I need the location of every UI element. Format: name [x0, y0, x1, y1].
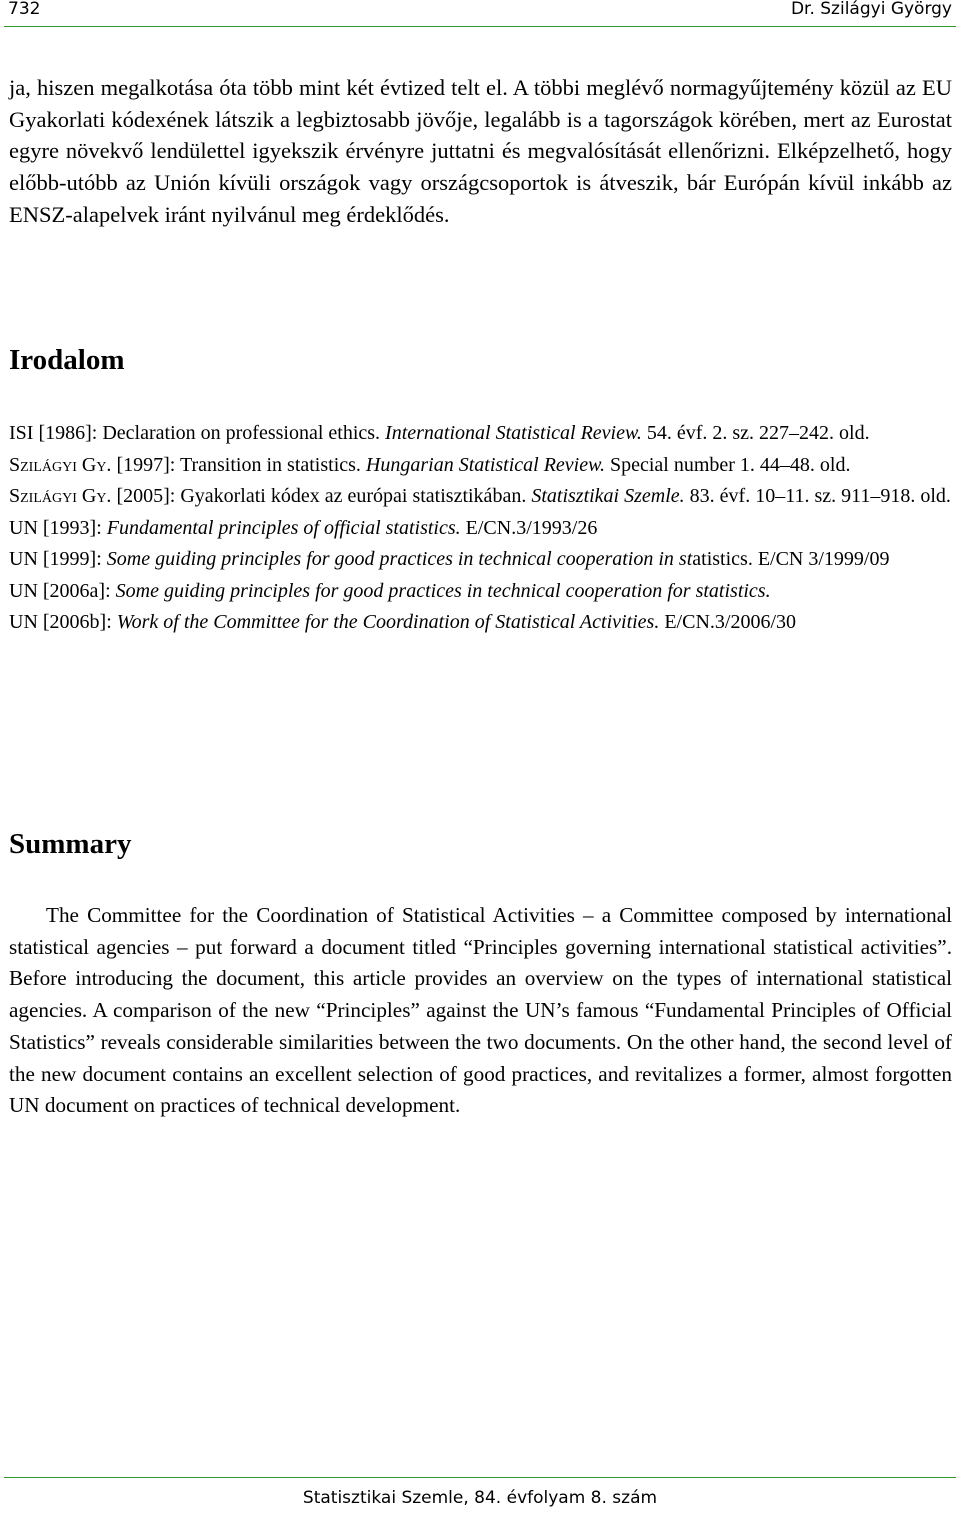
reference-year: [2006a]: — [42, 579, 111, 602]
running-header-author: Dr. Szilágyi György — [790, 0, 952, 19]
reference-year: [2005]: — [116, 485, 176, 507]
reference-list — [9, 418, 954, 639]
reference-details: 54. évf. 2. sz. 227–242. old. — [646, 422, 870, 444]
reference-title: Declaration on professional ethics. — [102, 422, 381, 444]
reference-source: International Statistical Review. — [385, 422, 642, 444]
reference-details: E/CN.3/2006/30 — [664, 611, 797, 633]
reference-author: UN — [9, 611, 38, 633]
reference-source: Work of the Committee for the Coordination of Statistical Activities. — [116, 611, 660, 633]
reference-source: Some guiding principles for good practices in technical cooperation in st — [106, 548, 693, 570]
intro-paragraph: ja, hiszen megalkotása óta több mint két évtized telt el. A többi meglévő normagyűjtemény közül az EU Gyakorlati kódexének látszik a legbiztosabb jövője, legalább is a tagországok körében, mert az Eurostat egyre növekvő lendülettel igyekszik érvényre juttatni és megvalósítását ellenőrizni. Elképzelhető, hogy előbb-utóbb az Unión kívüli országok vagy országcsoportok is átveszik, bár Európán kívül inkább az ENSZ-alapelvek iránt nyilvánul meg érdeklődés. — [9, 75, 952, 227]
page-number: 732 — [8, 0, 41, 19]
reference-author: Szilágyi Gy. — [9, 485, 112, 507]
reference-year: [1999]: — [42, 548, 102, 570]
body-text — [9, 72, 952, 231]
reference-source: Fundamental principles of official statistics. — [106, 516, 461, 539]
reference-title: Transition in statistics. — [179, 453, 361, 476]
reference-item — [9, 544, 954, 576]
reference-author: UN — [9, 548, 38, 570]
reference-author: UN — [9, 579, 38, 602]
footer-rule — [4, 1477, 956, 1478]
running-footer: Statisztikai Szemle, 84. évfolyam 8. szám — [302, 1488, 658, 1508]
reference-year: [1993]: — [42, 516, 102, 539]
header-rule — [4, 26, 956, 27]
reference-item — [9, 481, 954, 513]
reference-item — [9, 607, 954, 639]
reference-details: Special number 1. 44–48. old. — [609, 453, 851, 476]
reference-source: Statisztikai Szemle. — [531, 485, 685, 507]
reference-item — [9, 513, 954, 545]
reference-item — [9, 576, 954, 608]
reference-item — [9, 450, 954, 482]
summary-heading: Summary — [9, 828, 132, 860]
reference-source: Some guiding principles for good practices in technical cooperation for statistics. — [115, 579, 771, 602]
reference-details: E/CN.3/1993/26 — [465, 516, 598, 539]
reference-details: atistics. E/CN 3/1999/09 — [692, 548, 890, 570]
reference-author: ISI — [9, 422, 34, 444]
reference-details: 83. évf. 10–11. sz. 911–918. old. — [689, 485, 951, 507]
reference-year: [2006b]: — [42, 611, 112, 633]
reference-year: [1997]: — [116, 453, 176, 476]
running-header — [0, 0, 960, 24]
reference-title: Gyakorlati kódex az európai statisztikában. — [180, 485, 527, 507]
reference-year: [1986]: — [38, 422, 98, 444]
reference-source: Hungarian Statistical Review. — [365, 453, 605, 476]
references-heading: Irodalom — [9, 344, 125, 376]
summary-section — [9, 900, 952, 1122]
reference-author: UN — [9, 516, 38, 539]
reference-item — [9, 418, 954, 450]
summary-paragraph: The Committee for the Coordination of Statistical Activities – a Committee composed by international statistical agencies – put forward a document titled “Principles governing international statistical activities”. Before introducing the document, this article provides an overview on the types of international statistical agencies. A comparison of the new “Principles” against the UN’s famous “Fundamental Principles of Official Statistics” reveals considerable similarities between the two documents. On the other hand, the second level of the new document contains an excellent selection of good practices, and revitalizes a former, almost forgotten UN document on practices of technical development. — [9, 903, 952, 1118]
reference-author: Szilágyi Gy. — [9, 453, 112, 476]
